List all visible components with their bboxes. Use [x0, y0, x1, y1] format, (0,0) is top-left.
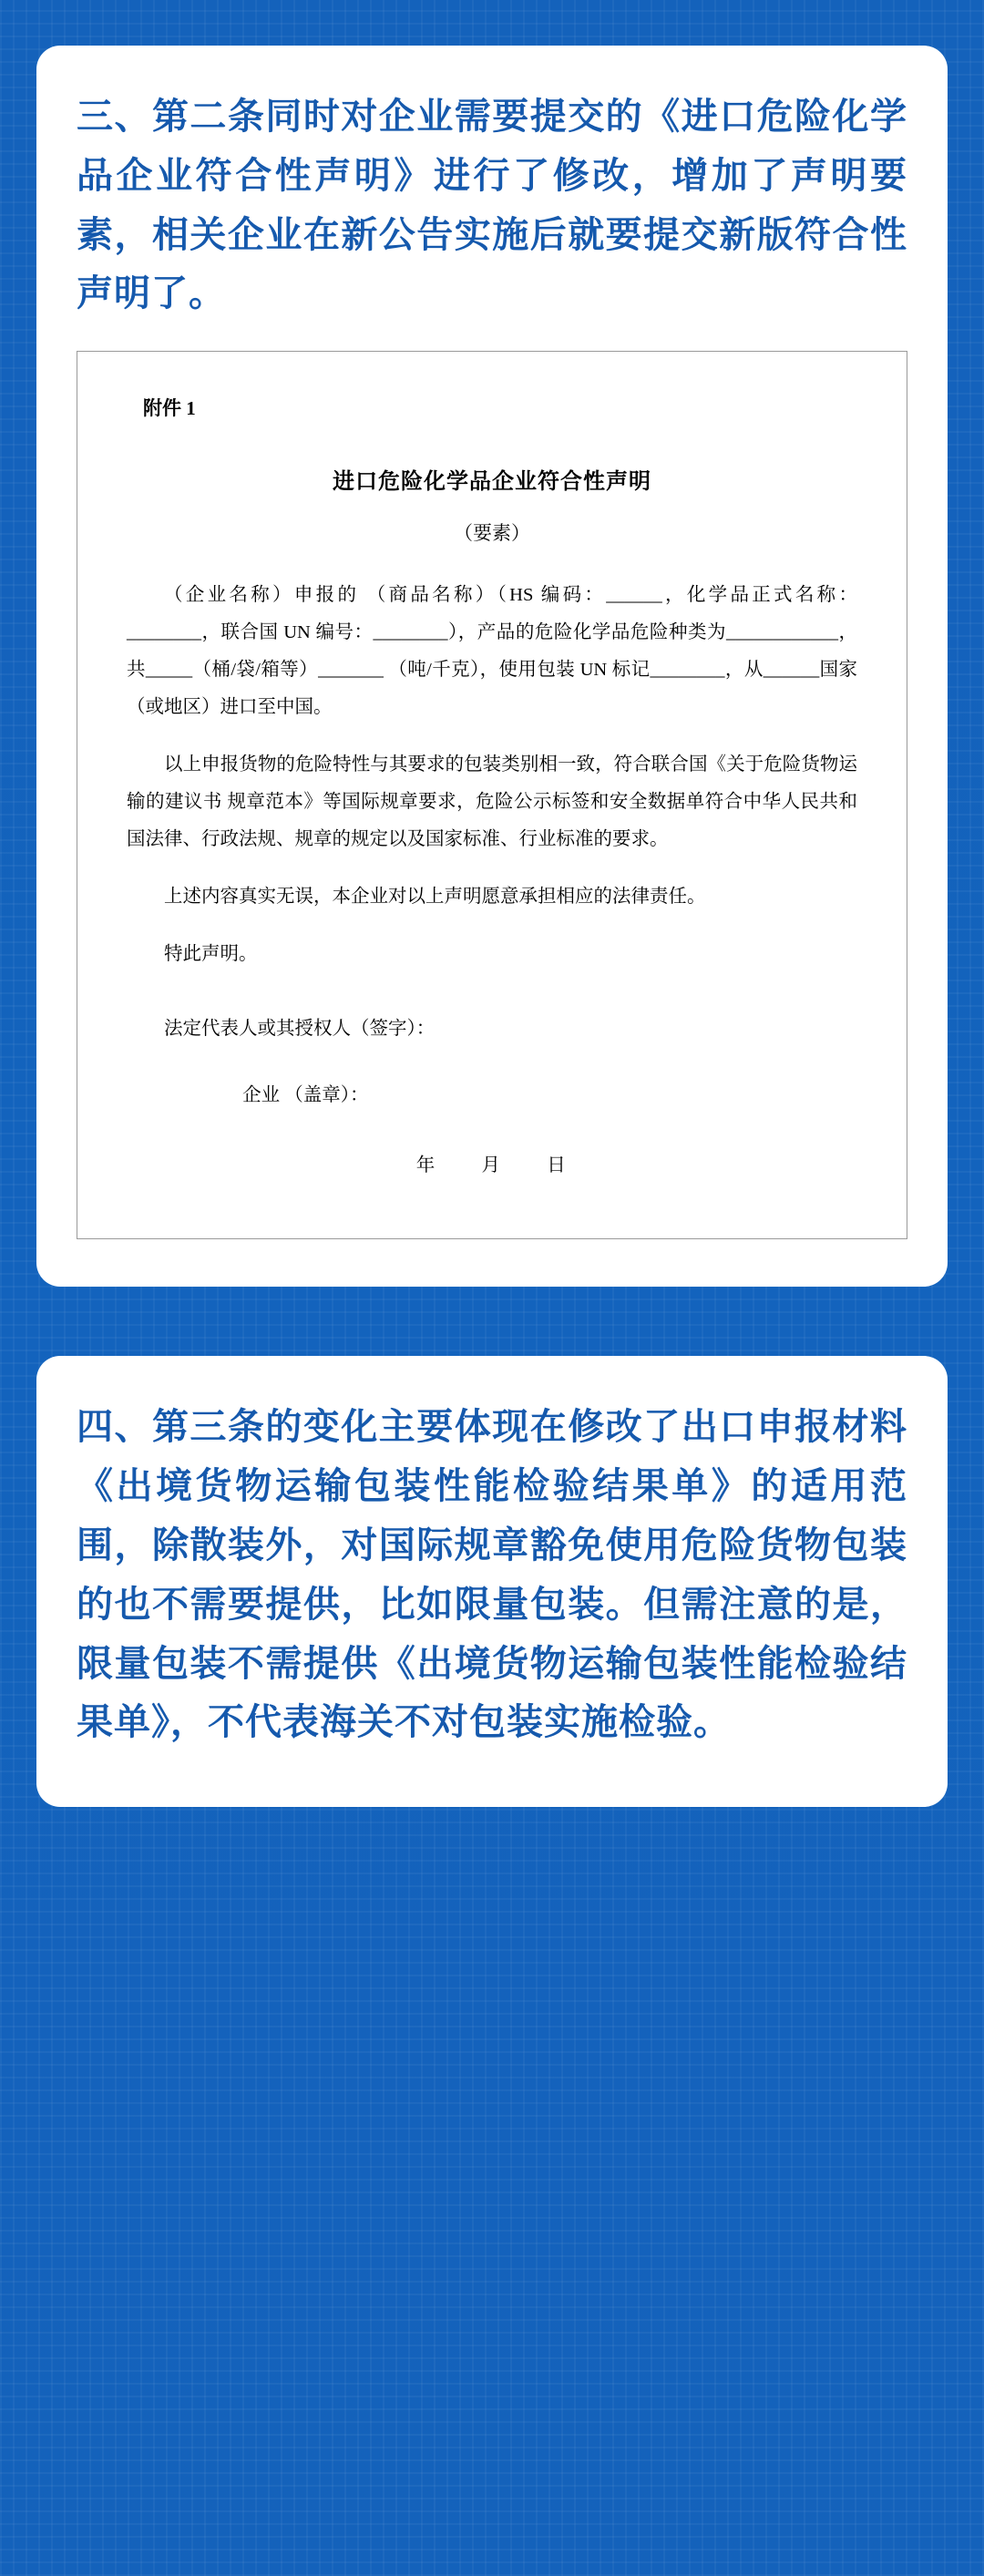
document-paragraph: 以上申报货物的危险特性与其要求的包装类别相一致，符合联合国《关于危险货物运输的建议书 规章范本》等国际规章要求，危险公示标签和安全数据单符合中华人民共和国法律、行政法规、规章的规定以及国家标准、行业标准的要求。: [127, 754, 857, 850]
document-paragraph: （企业名称）申报的 （商品名称）（HS 编码：______，化学品正式名称：________，联合国 UN 编号：________），产品的危险化学品危险种类为____________，共_____（桶/袋/箱等）_______ （吨/千克），使用包装 UN 标记________，从______国家（或地区）进口至中国。: [127, 585, 857, 718]
document-subtitle: （要素）: [454, 522, 530, 545]
document-paragraph: 上述内容真实无误，本企业对以上声明愿意承担相应的法律责任。: [164, 887, 706, 908]
arrow-divider-middle: [0, 1287, 984, 1350]
document-title: 进口危险化学品企业符合性声明: [333, 470, 651, 495]
attachment-label: 附件 1: [143, 397, 196, 420]
signature-line-representative: 法定代表人或其授权人（签字）：: [164, 1019, 436, 1040]
section-card-three: [36, 46, 948, 1287]
section-card-four: [36, 1356, 948, 1807]
section-three-headline: 三、第二条同时对企业需要提交的《进口危险化学品企业符合性声明》进行了修改，增加了声明要素，相关企业在新公告实施后就要提交新版符合性声明了。: [77, 97, 907, 314]
date-line: [127, 1146, 857, 1185]
date-year: 年: [415, 1155, 439, 1176]
date-day: 日: [547, 1155, 569, 1176]
document-paragraph: 特此声明。: [164, 944, 258, 965]
arrow-divider-top: [0, 0, 984, 36]
signature-line-company: 企业 （盖章）：: [242, 1085, 369, 1106]
date-month: 月: [481, 1155, 505, 1176]
section-four-headline: 四、第三条的变化主要体现在修改了出口申报材料《出境货物运输包装性能检验结果单》的适用范围，除散装外，对国际规章豁免使用危险货物包装的也不需要提供，比如限量包装。但需注意的是，限量包装不需提供《出境货物运输包装性能检验结果单》，不代表海关不对包装实施检验。: [77, 1407, 907, 1743]
declaration-document: [77, 351, 907, 1239]
